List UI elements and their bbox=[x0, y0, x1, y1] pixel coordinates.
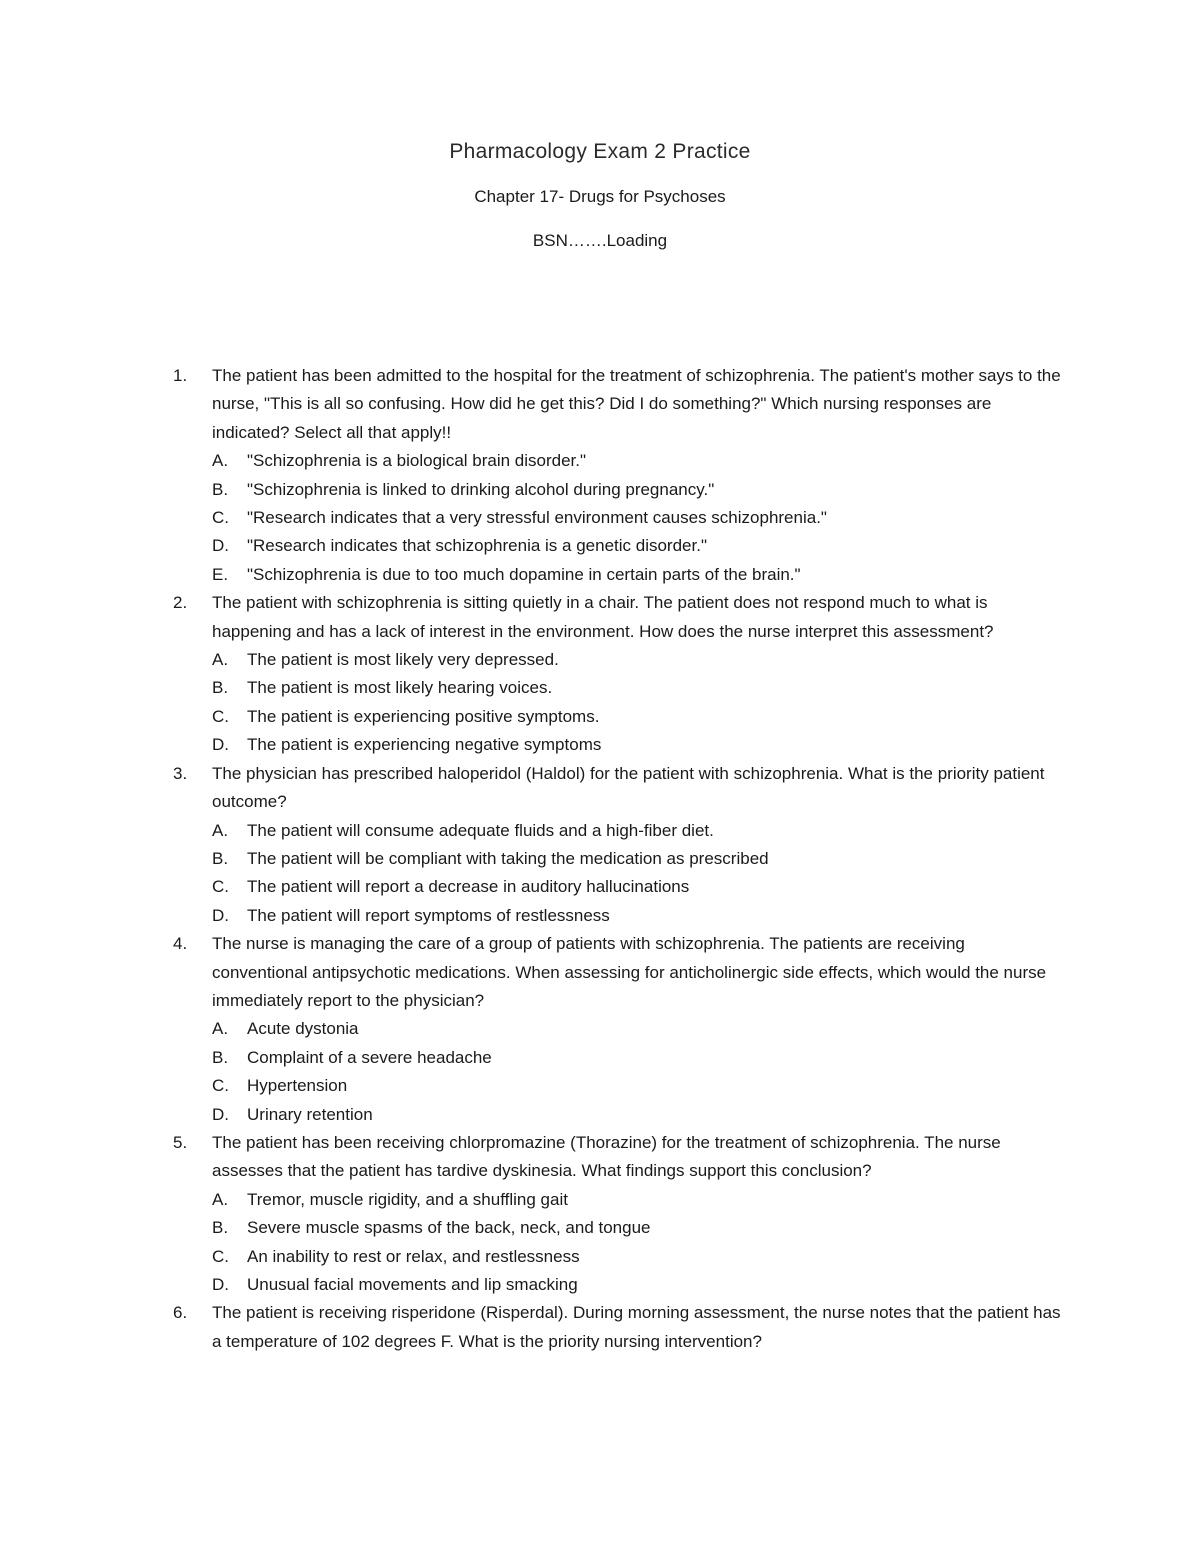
answer-option bbox=[212, 1243, 1062, 1271]
question-text: The patient has been receiving chlorpromazine (Thorazine) for the treatment of schizophrenia. The nurse assesses that the patient has tardive dyskinesia. What findings support this conclusion? bbox=[212, 1132, 1001, 1181]
tagline: BSN…….Loading bbox=[532, 231, 668, 250]
option-letter: B. bbox=[212, 848, 229, 868]
option-letter: C. bbox=[212, 1076, 229, 1096]
question-item bbox=[0, 930, 1062, 1129]
answer-option bbox=[212, 817, 1062, 845]
option-text: Tremor, muscle rigidity, and a shuffling gait bbox=[247, 1189, 568, 1209]
answer-options bbox=[212, 1186, 1062, 1300]
option-text: An inability to rest or relax, and restlessness bbox=[247, 1246, 580, 1266]
page-title: Pharmacology Exam 2 Practice bbox=[449, 140, 751, 163]
option-letter: A. bbox=[212, 1019, 229, 1039]
option-text: The patient is most likely hearing voices. bbox=[247, 678, 553, 698]
option-letter: B. bbox=[212, 1218, 229, 1238]
option-letter: C. bbox=[212, 508, 229, 528]
option-letter: B. bbox=[212, 1047, 229, 1067]
chapter-heading: Chapter 17- Drugs for Psychoses bbox=[474, 187, 726, 206]
answer-options bbox=[212, 817, 1062, 931]
question-text: The patient with schizophrenia is sitting quietly in a chair. The patient does not respond much to what is happening and has a lack of interest in the environment. How does the nurse interpret this assessment? bbox=[212, 593, 994, 641]
option-letter: D. bbox=[212, 735, 229, 755]
answer-option bbox=[212, 1072, 1062, 1100]
option-text: The patient will report a decrease in auditory hallucinations bbox=[247, 877, 690, 897]
answer-option bbox=[212, 873, 1062, 901]
answer-option bbox=[212, 1015, 1062, 1043]
option-letter: A. bbox=[212, 650, 229, 670]
question-text: The patient has been admitted to the hospital for the treatment of schizophrenia. The patient's mother says to the nurse, "This is all so confusing. How did he get this? Did I do something?" Which nursing responses are indicated? Select all that apply!! bbox=[212, 366, 1061, 442]
question-item bbox=[0, 760, 1062, 930]
answer-option bbox=[212, 646, 1062, 674]
option-letter: E. bbox=[212, 564, 229, 584]
question-item bbox=[0, 589, 1062, 759]
option-text: "Research indicates that a very stressful environment causes schizophrenia." bbox=[247, 508, 827, 528]
option-text: "Research indicates that schizophrenia is a genetic disorder." bbox=[247, 536, 707, 556]
question-text: The physician has prescribed haloperidol (Haldol) for the patient with schizophrenia. What is the priority patient outcome? bbox=[212, 763, 1045, 812]
answer-option bbox=[212, 731, 1062, 759]
option-text: Severe muscle spasms of the back, neck, and tongue bbox=[247, 1218, 651, 1238]
question-number: 5. bbox=[173, 1132, 188, 1152]
answer-option bbox=[212, 1101, 1062, 1129]
question-number: 1. bbox=[173, 366, 188, 385]
option-text: Hypertension bbox=[247, 1076, 348, 1096]
option-text: The patient will consume adequate fluids and a high-fiber diet. bbox=[247, 820, 714, 840]
option-text: "Schizophrenia is a biological brain disorder." bbox=[247, 451, 587, 471]
question-item bbox=[0, 1129, 1062, 1299]
answer-option bbox=[212, 1271, 1062, 1299]
option-text: The patient will be compliant with taking the medication as prescribed bbox=[247, 848, 769, 868]
question-number: 6. bbox=[173, 1303, 188, 1323]
option-letter: D. bbox=[212, 536, 229, 556]
answer-options bbox=[212, 1015, 1062, 1129]
option-text: Complaint of a severe headache bbox=[247, 1047, 492, 1067]
option-letter: A. bbox=[212, 1189, 229, 1209]
question-text: The patient is receiving risperidone (Risperdal). During morning assessment, the nurse notes that the patient has a temperature of 102 degrees F. What is the priority nursing intervention? bbox=[212, 1303, 1061, 1351]
question-number: 4. bbox=[173, 934, 188, 954]
question-item bbox=[0, 362, 1062, 589]
option-text: Unusual facial movements and lip smacking bbox=[247, 1275, 578, 1294]
option-letter: B. bbox=[212, 678, 229, 698]
option-letter: C. bbox=[212, 1246, 229, 1266]
answer-option bbox=[212, 703, 1062, 731]
option-text: "Schizophrenia is due to too much dopamine in certain parts of the brain." bbox=[247, 564, 801, 584]
question-number: 3. bbox=[173, 763, 188, 783]
option-text: Acute dystonia bbox=[247, 1019, 359, 1039]
option-text: The patient is experiencing negative symptoms bbox=[247, 735, 602, 755]
option-letter: A. bbox=[212, 451, 229, 471]
answer-option bbox=[212, 845, 1062, 873]
option-letter: B. bbox=[212, 479, 229, 499]
answer-option bbox=[212, 532, 1062, 560]
option-text: The patient will report symptoms of restlessness bbox=[247, 905, 610, 925]
answer-option bbox=[212, 674, 1062, 702]
option-letter: D. bbox=[212, 1104, 229, 1124]
answer-options bbox=[212, 646, 1062, 760]
option-text: "Schizophrenia is linked to drinking alcohol during pregnancy." bbox=[247, 479, 715, 499]
answer-option bbox=[212, 1044, 1062, 1072]
answer-option bbox=[212, 1186, 1062, 1214]
question-item bbox=[0, 1299, 1062, 1356]
option-letter: D. bbox=[212, 905, 229, 925]
answer-option bbox=[212, 504, 1062, 532]
answer-option bbox=[212, 476, 1062, 504]
option-text: The patient is most likely very depressed. bbox=[247, 650, 559, 670]
question-text: The nurse is managing the care of a group of patients with schizophrenia. The patients are receiving conventional antipsychotic medications. When assessing for anticholinergic side effects, which would the nurse immediately report to the physician? bbox=[212, 934, 1047, 1010]
answer-option bbox=[212, 902, 1062, 930]
answer-option bbox=[212, 1214, 1062, 1242]
option-text: The patient is experiencing positive symptoms. bbox=[247, 706, 600, 726]
option-letter: D. bbox=[212, 1275, 229, 1294]
option-letter: C. bbox=[212, 706, 229, 726]
answer-options bbox=[212, 447, 1062, 589]
question-list bbox=[0, 362, 1200, 1356]
option-letter: A. bbox=[212, 820, 229, 840]
answer-option bbox=[212, 447, 1062, 475]
option-letter: C. bbox=[212, 877, 229, 897]
answer-option bbox=[212, 561, 1062, 589]
question-number: 2. bbox=[173, 593, 188, 613]
option-text: Urinary retention bbox=[247, 1104, 373, 1124]
